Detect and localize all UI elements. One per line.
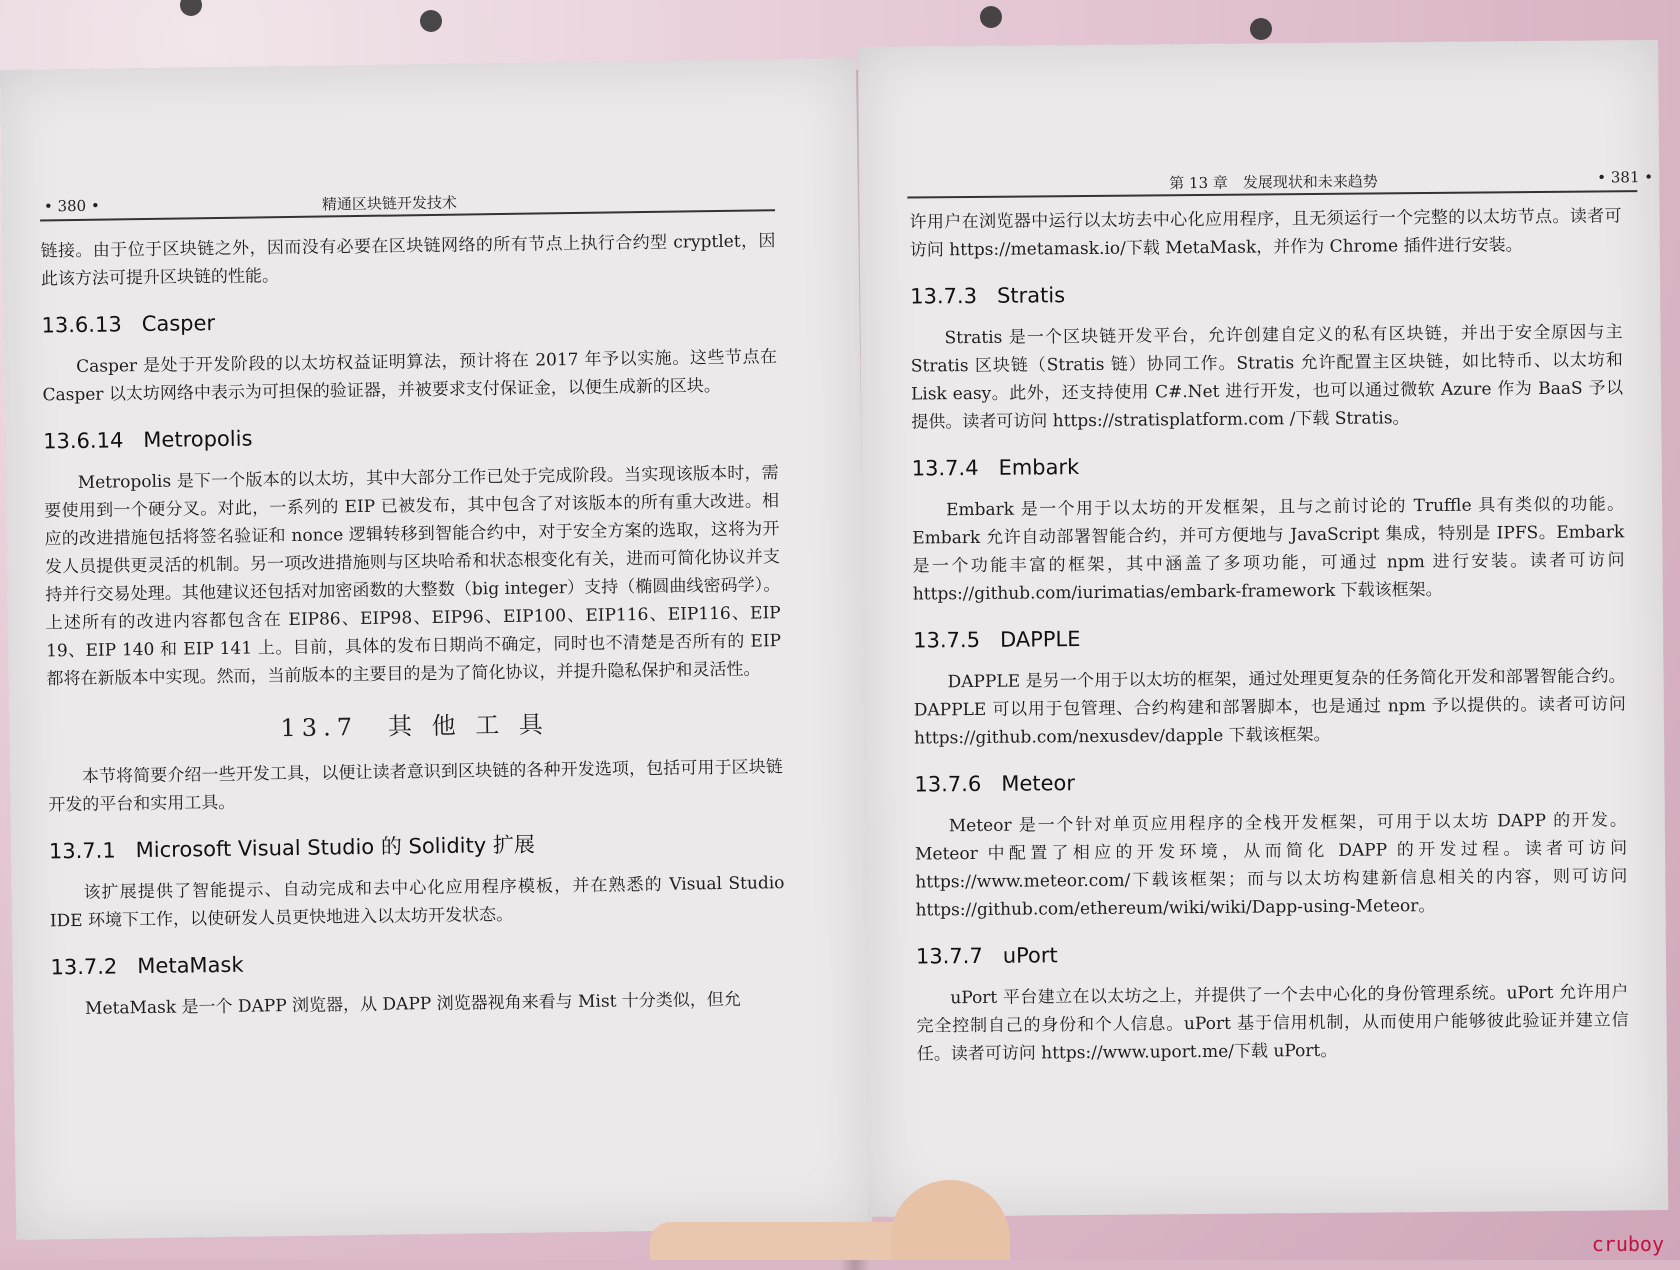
paragraph: Casper 是处于开发阶段的以太坊权益证明算法，预计将在 2017 年予以实施。这些节点在 Casper 以太坊网络中表示为可担保的验证器，并被要求支付保证金，以便生成新的区块。 — [42, 347, 778, 406]
paragraph: Embark 是一个用于以太坊的开发框架，且与之前讨论的 Truffle 具有类似的功能。Embark 允许自动部署智能合约，并可方便地与 JavaScript 集成，特别是 IPFS。Embark 是一个功能丰富的框架，其中涵盖了多项功能，可通过 npm 进行安装。读者可访问 https://github.com/iurimatias/embark-framework 下载该框架。 — [912, 494, 1625, 605]
chapter-section-heading: 13.7 其 他 工 具 — [280, 710, 550, 743]
section-heading: 13.7.3 Stratis — [910, 283, 1066, 309]
section-heading: 13.7.1 Microsoft Visual Studio 的 Solidity 扩展 — [48, 832, 536, 864]
paragraph: 该扩展提供了智能提示、自动完成和去中心化应用程序模板，并在熟悉的 Visual Studio IDE 环境下工作，以使研发人员更快地进入以太坊开发状态。 — [49, 873, 785, 932]
section-heading: 13.6.14 Metropolis — [43, 426, 253, 454]
paragraph: Metropolis 是下一个版本的以太坊，其中大部分工作已处于完成阶段。当实现该版本时，需要使用到一个硬分叉。对此，一系列的 EIP 已被发布，其中包含了对该版本的所有重大改进。相应的改进措施包括将签名验证和 nonce 逻辑转移到智能合约中，对于安全方案的选取，这将为开发人员提供更灵活的机制。另一项改进措施则与区块哈希和状态根变化有关，进而可简化协议并支持并行交易处理。其他建议还包括对加密函数的大整数（big integer）支持（椭圆曲线密码学）。上述所有的改进内容都包含在 EIP86、EIP98、EIP96、EIP100、EIP116、EIP116、EIP 19、EIP 140 和 EIP 141 上。目前，具体的发布日期尚不确定，同时也不清楚是否所有的 EIP 都将在新版本中实现。然而，当前版本的主要目的是为了简化协议，并提升隐私保护和灵活性。 — [44, 463, 782, 690]
paragraph: MetaMask 是一个 DAPP 浏览器，从 DAPP 浏览器视角来看与 Mist 十分类似，但允 — [84, 989, 741, 1019]
open-book — [0, 40, 1680, 1260]
hand — [650, 1222, 910, 1260]
right-page — [858, 40, 1668, 1217]
paragraph: Meteor 是一个针对单页应用程序的全栈开发框架，可用于以太坊 DAPP 的开发。Meteor 中配置了相应的开发环境，从而简化 DAPP 的开发过程。读者可访问 https://www.meteor.com/下载该框架；而与以太坊构建新信息相关的内容，则可访问 https://github.com/ethereum/wiki/wiki/Dapp-using-Meteor。 — [914, 810, 1628, 921]
right-page-content — [909, 202, 1629, 1076]
paragraph: 许用户在浏览器中运行以太坊去中心化应用程序，且无须运行一个完整的以太坊节点。读者可访问 https://metamask.io/下载 MetaMask，并作为 Chrome 插件进行安装。 — [909, 206, 1622, 261]
section-heading: 13.7.7 uPort — [915, 943, 1058, 969]
section-heading: 13.7.5 DAPPLE — [913, 627, 1081, 653]
running-header: 第 13 章 发展现状和未来趋势 — [1169, 172, 1378, 193]
page-number: • 381 • — [1597, 168, 1654, 187]
watermark: cruboy — [1591, 1232, 1664, 1256]
paragraph: uPort 平台建立在以太坊之上，并提供了一个去中心化的身份管理系统。uPort 允许用户完全控制自己的身份和个人信息。uPort 基于信用机制，从而使用户能够彼此验证并建立信任。读者可访问 https://www.uport.me/下载 uPort。 — [916, 982, 1629, 1065]
section-heading: 13.7.2 MetaMask — [50, 952, 244, 980]
page-number: • 380 • — [43, 196, 100, 216]
paragraph: Stratis 是一个区块链开发平台，允许创建自定义的私有区块链，并出于安全原因与主 Stratis 区块链（Stratis 链）协同工作。Stratis 允许配置主区块链，如比特币、以太坊和 Lisk easy。此外，还支持使用 C#.Net 进行开发，也可以通过微软 Azure 作为 BaaS 予以提供。读者可访问 https://stratisplatform.com /下载 Stratis。 — [910, 322, 1624, 433]
running-header: 精通区块链开发技术 — [321, 193, 458, 214]
section-heading: 13.7.4 Embark — [911, 455, 1080, 481]
paragraph: 链接。由于位于区块链之外，因而没有必要在区块链网络的所有节点上执行合约型 cryptlet，因此该方法可提升区块链的性能。 — [40, 231, 776, 290]
left-page-content — [40, 227, 786, 1031]
section-heading: 13.6.13 Casper — [41, 311, 216, 338]
paragraph: DAPPLE 是另一个用于以太坊的框架，通过处理更复杂的任务简化开发和部署智能合约。DAPPLE 可以用于包管理、合约构建和部署脚本，也是通过 npm 予以提供的。读者可访问 https://github.com/nexusdev/dapple 下载该框架。 — [913, 666, 1626, 749]
left-page — [0, 58, 872, 1240]
paragraph: 本节将简要介绍一些开发工具，以便让读者意识到区块链的各种开发选项，包括可用于区块链开发的平台和实用工具。 — [48, 757, 783, 816]
section-heading: 13.7.6 Meteor — [914, 771, 1076, 797]
